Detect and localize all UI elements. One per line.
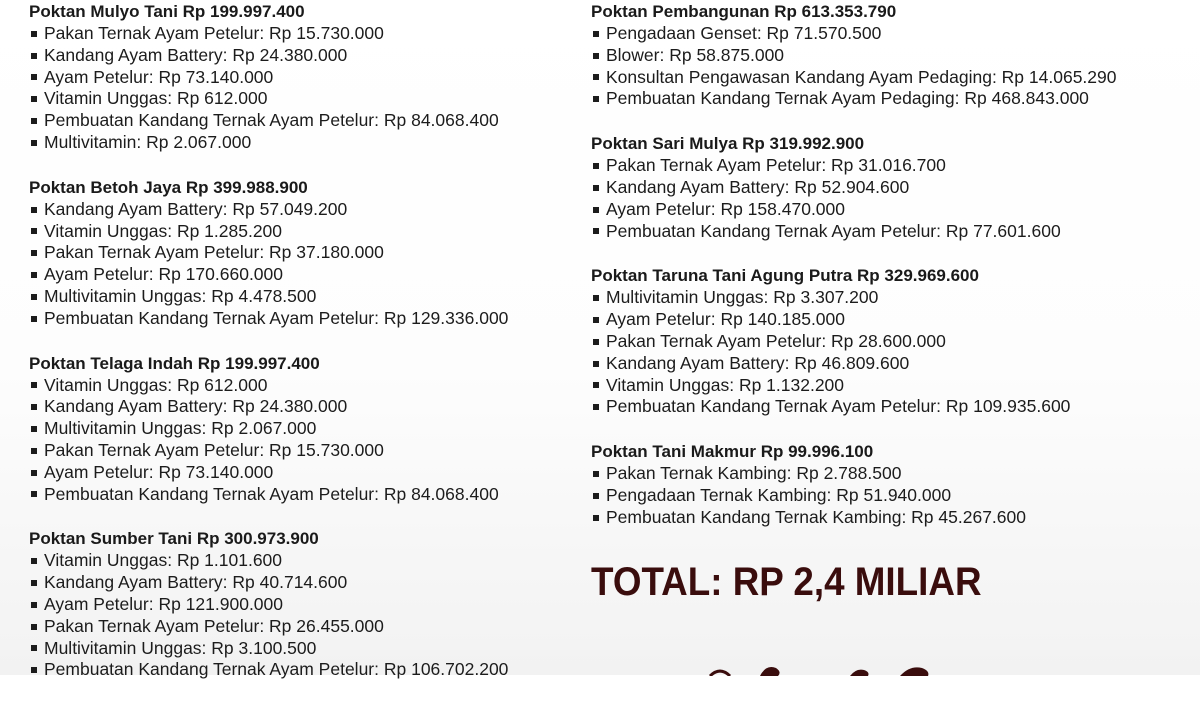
square-bullet-icon xyxy=(31,558,37,564)
item-list xyxy=(591,287,1196,418)
list-item xyxy=(591,287,1196,309)
item-text: Pakan Ternak Ayam Petelur: Rp 31.016.700 xyxy=(606,155,946,176)
item-text: Multivitamin Unggas: Rp 3.307.200 xyxy=(606,287,879,308)
list-item xyxy=(29,594,589,616)
list-item xyxy=(591,177,1196,199)
item-text: Vitamin Unggas: Rp 612.000 xyxy=(44,374,268,395)
square-bullet-icon xyxy=(593,339,599,345)
item-list xyxy=(29,375,589,506)
square-bullet-icon xyxy=(593,31,599,37)
item-text: Vitamin Unggas: Rp 612.000 xyxy=(44,88,268,109)
square-bullet-icon xyxy=(31,470,37,476)
item-list xyxy=(591,463,1196,528)
square-bullet-icon xyxy=(31,624,37,630)
list-item xyxy=(591,45,1196,67)
item-list xyxy=(29,23,589,154)
poktan-title: Poktan Tani Makmur Rp 99.996.100 xyxy=(591,442,874,462)
square-bullet-icon xyxy=(31,580,37,586)
square-bullet-icon xyxy=(31,645,37,651)
item-list xyxy=(29,199,589,330)
list-item xyxy=(29,638,589,660)
list-item xyxy=(29,440,589,462)
item-text: Kandang Ayam Battery: Rp 24.380.000 xyxy=(44,396,348,417)
item-list xyxy=(591,155,1196,242)
item-text: Vitamin Unggas: Rp 1.285.200 xyxy=(44,220,283,241)
list-item xyxy=(29,484,589,506)
right-column xyxy=(591,1,1196,552)
list-item xyxy=(591,375,1196,397)
list-item xyxy=(29,264,589,286)
square-bullet-icon xyxy=(31,491,37,497)
item-text: Pembuatan Kandang Ternak Ayam Petelur: Rp 129.336.000 xyxy=(44,307,509,328)
decorative-ornament xyxy=(700,662,960,676)
item-text: Multivitamin Unggas: Rp 4.478.500 xyxy=(44,285,317,306)
square-bullet-icon xyxy=(593,295,599,301)
square-bullet-icon xyxy=(593,404,599,410)
list-item xyxy=(591,353,1196,375)
item-text: Pembuatan Kandang Ternak Ayam Petelur: Rp 109.935.600 xyxy=(606,396,1071,417)
square-bullet-icon xyxy=(593,207,599,213)
item-text: Konsultan Pengawasan Kandang Ayam Pedaging: Rp 14.065.290 xyxy=(606,66,1117,87)
list-item xyxy=(29,45,589,67)
list-item xyxy=(29,23,589,45)
item-text: Multivitamin Unggas: Rp 3.100.500 xyxy=(44,637,317,658)
square-bullet-icon xyxy=(31,602,37,608)
item-text: Multivitamin Unggas: Rp 2.067.000 xyxy=(44,418,317,439)
item-text: Pembuatan Kandang Ternak Ayam Petelur: Rp 106.702.200 xyxy=(44,659,509,680)
list-item xyxy=(29,286,589,308)
poktan-title: Poktan Betoh Jaya Rp 399.988.900 xyxy=(29,177,308,197)
item-list xyxy=(591,23,1196,110)
square-bullet-icon xyxy=(593,515,599,521)
list-item xyxy=(29,659,589,681)
square-bullet-icon xyxy=(31,426,37,432)
square-bullet-icon xyxy=(31,404,37,410)
list-item xyxy=(29,396,589,418)
list-item xyxy=(29,242,589,264)
square-bullet-icon xyxy=(31,96,37,102)
square-bullet-icon xyxy=(31,74,37,80)
list-item xyxy=(29,616,589,638)
square-bullet-icon xyxy=(593,96,599,102)
left-column xyxy=(29,1,589,704)
item-list xyxy=(29,550,589,681)
item-text: Pakan Ternak Kambing: Rp 2.788.500 xyxy=(606,463,902,484)
square-bullet-icon xyxy=(593,317,599,323)
item-text: Pengadaan Genset: Rp 71.570.500 xyxy=(606,23,882,43)
list-item xyxy=(591,485,1196,507)
item-text: Pakan Ternak Ayam Petelur: Rp 28.600.000 xyxy=(606,330,946,351)
poktan-group xyxy=(29,353,589,506)
list-item xyxy=(591,67,1196,89)
list-item xyxy=(29,199,589,221)
poktan-title: Poktan Mulyo Tani Rp 199.997.400 xyxy=(29,2,305,21)
list-item xyxy=(29,572,589,594)
list-item xyxy=(591,463,1196,485)
poktan-title: Poktan Sari Mulya Rp 319.992.900 xyxy=(591,134,865,154)
item-text: Pembuatan Kandang Ternak Ayam Petelur: Rp 84.068.400 xyxy=(44,483,499,504)
item-text: Kandang Ayam Battery: Rp 46.809.600 xyxy=(606,352,910,373)
item-text: Vitamin Unggas: Rp 1.101.600 xyxy=(44,550,283,571)
item-text: Multivitamin: Rp 2.067.000 xyxy=(44,131,252,152)
poktan-group xyxy=(29,528,589,681)
square-bullet-icon xyxy=(31,272,37,278)
list-item xyxy=(29,418,589,440)
item-text: Pembuatan Kandang Ternak Ayam Petelur: Rp 84.068.400 xyxy=(44,110,499,131)
item-text: Pembuatan Kandang Ternak Kambing: Rp 45.267.600 xyxy=(606,506,1026,527)
item-text: Blower: Rp 58.875.000 xyxy=(606,44,785,65)
square-bullet-icon xyxy=(31,31,37,37)
item-text: Kandang Ayam Battery: Rp 57.049.200 xyxy=(44,198,348,219)
list-item xyxy=(591,507,1196,529)
list-item xyxy=(29,308,589,330)
square-bullet-icon xyxy=(593,361,599,367)
list-item xyxy=(29,88,589,110)
square-bullet-icon xyxy=(31,118,37,124)
poktan-group xyxy=(591,441,1196,528)
poktan-group xyxy=(591,265,1196,418)
square-bullet-icon xyxy=(593,382,599,388)
item-text: Ayam Petelur: Rp 170.660.000 xyxy=(44,264,284,285)
item-text: Pengadaan Ternak Kambing: Rp 51.940.000 xyxy=(606,484,952,505)
list-item xyxy=(29,375,589,397)
square-bullet-icon xyxy=(593,471,599,477)
item-text: Kandang Ayam Battery: Rp 24.380.000 xyxy=(44,44,348,65)
item-text: Ayam Petelur: Rp 140.185.000 xyxy=(606,309,846,330)
square-bullet-icon xyxy=(593,185,599,191)
square-bullet-icon xyxy=(593,53,599,59)
list-item xyxy=(591,309,1196,331)
list-item xyxy=(591,88,1196,110)
poktan-title: Poktan Telaga Indah Rp 199.997.400 xyxy=(29,353,320,373)
list-item xyxy=(591,396,1196,418)
item-text: Pakan Ternak Ayam Petelur: Rp 37.180.000 xyxy=(44,242,384,263)
square-bullet-icon xyxy=(593,74,599,80)
square-bullet-icon xyxy=(31,448,37,454)
square-bullet-icon xyxy=(31,382,37,388)
list-item xyxy=(591,221,1196,243)
poktan-group xyxy=(591,1,1196,110)
list-item xyxy=(29,132,589,154)
item-text: Pakan Ternak Ayam Petelur: Rp 15.730.000 xyxy=(44,439,384,460)
list-item xyxy=(591,331,1196,353)
poktan-title: Poktan Taruna Tani Agung Putra Rp 329.969.600 xyxy=(591,266,979,286)
square-bullet-icon xyxy=(31,140,37,146)
square-bullet-icon xyxy=(593,228,599,234)
item-text: Pakan Ternak Ayam Petelur: Rp 26.455.000 xyxy=(44,615,384,636)
list-item xyxy=(29,221,589,243)
list-item xyxy=(591,23,1196,45)
total-amount: TOTAL: RP 2,4 MILIAR xyxy=(591,560,982,604)
item-text: Kandang Ayam Battery: Rp 52.904.600 xyxy=(606,176,910,197)
item-text: Kandang Ayam Battery: Rp 40.714.600 xyxy=(44,572,348,593)
poktan-title: Poktan Sumber Tani Rp 300.973.900 xyxy=(29,529,319,549)
poktan-group xyxy=(591,133,1196,242)
list-item xyxy=(29,550,589,572)
poktan-group xyxy=(29,1,589,154)
poktan-title: Poktan Pembangunan Rp 613.353.790 xyxy=(591,2,897,21)
square-bullet-icon xyxy=(31,667,37,673)
square-bullet-icon xyxy=(31,250,37,256)
poktan-group xyxy=(29,177,589,330)
square-bullet-icon xyxy=(31,316,37,322)
item-text: Pembuatan Kandang Ternak Ayam Petelur: Rp 77.601.600 xyxy=(606,220,1061,241)
item-text: Pembuatan Kandang Ternak Ayam Pedaging: Rp 468.843.000 xyxy=(606,88,1089,109)
item-text: Pakan Ternak Ayam Petelur: Rp 15.730.000 xyxy=(44,23,384,43)
square-bullet-icon xyxy=(31,228,37,234)
list-item xyxy=(29,110,589,132)
square-bullet-icon xyxy=(31,53,37,59)
square-bullet-icon xyxy=(593,163,599,169)
item-text: Ayam Petelur: Rp 158.470.000 xyxy=(606,198,846,219)
list-item xyxy=(29,67,589,89)
square-bullet-icon xyxy=(593,493,599,499)
list-item xyxy=(591,199,1196,221)
list-item xyxy=(591,155,1196,177)
item-text: Ayam Petelur: Rp 73.140.000 xyxy=(44,461,274,482)
item-text: Ayam Petelur: Rp 73.140.000 xyxy=(44,66,274,87)
item-text: Vitamin Unggas: Rp 1.132.200 xyxy=(606,374,845,395)
square-bullet-icon xyxy=(31,207,37,213)
list-item xyxy=(29,462,589,484)
square-bullet-icon xyxy=(31,294,37,300)
item-text: Ayam Petelur: Rp 121.900.000 xyxy=(44,593,284,614)
